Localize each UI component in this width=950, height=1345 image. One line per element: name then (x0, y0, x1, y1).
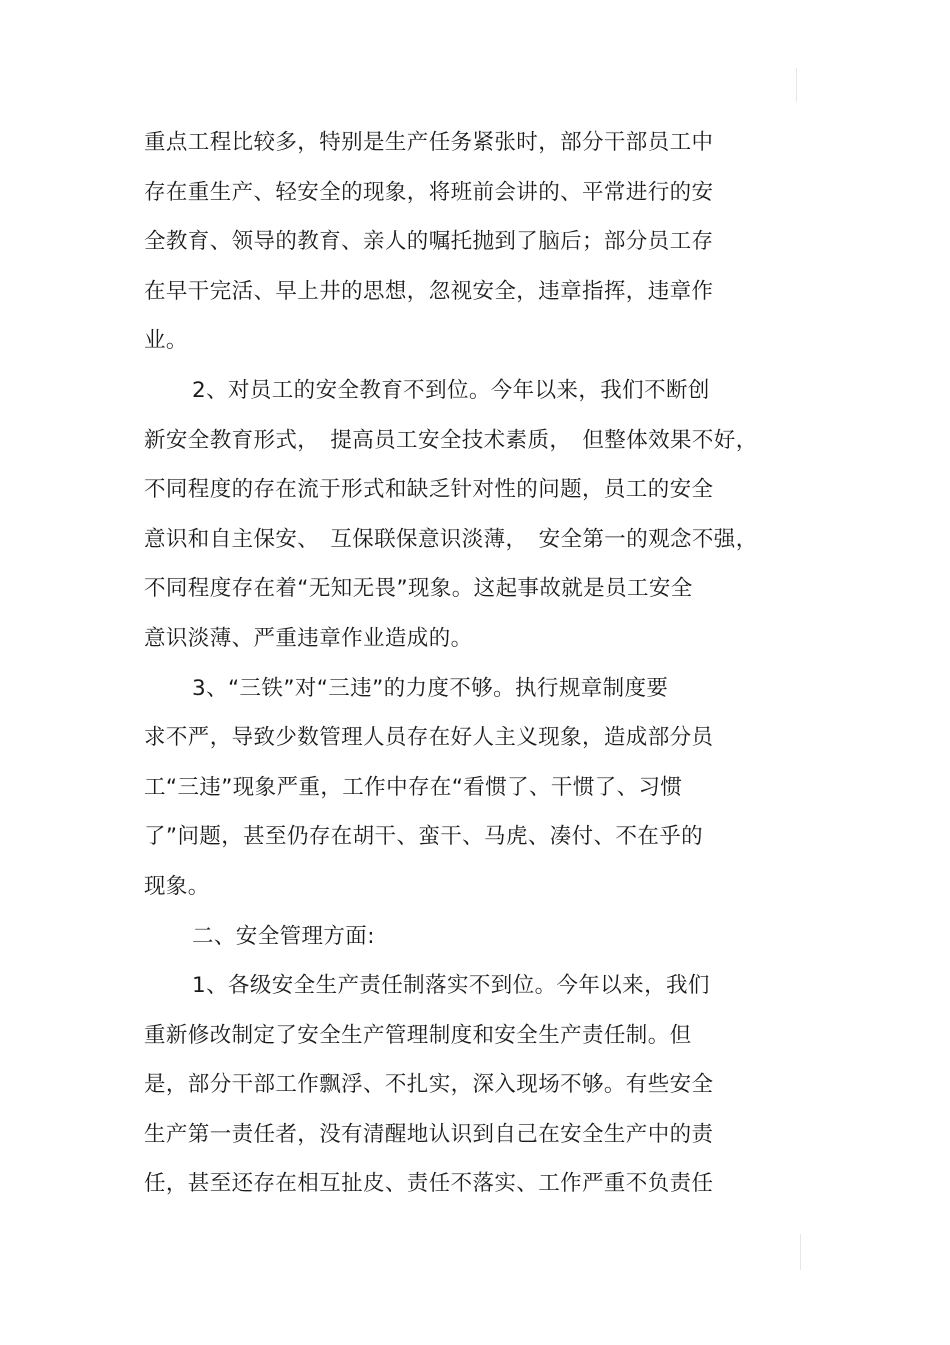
text-line: 意识淡薄、严重违章作业造成的。 (144, 625, 473, 651)
text-line: 在早干完活、早上井的思想，忽视安全，违章指挥，违章作 (144, 278, 714, 304)
body-text (144, 123, 804, 1214)
text-line: 3、“三铁”对“三违”的力度不够。执行规章制度要 (192, 675, 669, 701)
text-line: 求不严，导致少数管理人员存在好人主义现象，造成部分员 (144, 725, 714, 751)
text-line: 1、各级安全生产责任制落实不到位。今年以来，我们 (192, 973, 710, 999)
text-line: 不同程度的存在流于形式和缺乏针对性的问题，员工的安全 (144, 477, 714, 503)
text-line: 是，部分干部工作飘浮、不扎实，深入现场不够。有些安全 (144, 1072, 714, 1098)
section-heading: 二、安全管理方面: (192, 923, 375, 949)
text-line: 工“三违”现象严重，工作中存在“看惯了、干惯了、习惯 (144, 774, 683, 800)
text-line: 2、对员工的安全教育不到位。今年以来，我们不断创 (192, 377, 710, 403)
text-line: 现象。 (144, 873, 210, 899)
text-line: 意识和自主保安、 互保联保意识淡薄， 安全第一的观念不强， (144, 526, 758, 552)
text-line: 任，甚至还存在相互扯皮、责任不落实、工作严重不负责任 (144, 1171, 714, 1197)
page-edge-mark-top (796, 68, 797, 102)
text-line: 不同程度存在着“无知无畏”现象。这起事故就是员工安全 (144, 576, 693, 602)
text-line: 重新修改制定了安全生产管理制度和安全生产责任制。但 (144, 1022, 692, 1048)
text-line: 全教育、领导的教育、亲人的嘱托抛到了脑后；部分员工存 (144, 229, 714, 255)
page-edge-mark-bottom (800, 1234, 801, 1270)
text-line: 存在重生产、轻安全的现象，将班前会讲的、平常进行的安 (144, 179, 714, 205)
text-line: 业。 (144, 328, 188, 354)
text-line: 了”问题，甚至仍存在胡干、蛮干、马虎、凑付、不在乎的 (144, 824, 704, 850)
text-line: 新安全教育形式， 提高员工安全技术素质， 但整体效果不好， (144, 427, 758, 453)
text-line: 生产第一责任者，没有清醒地认识到自己在安全生产中的责 (144, 1121, 714, 1147)
text-line: 重点工程比较多，特别是生产任务紧张时，部分干部员工中 (144, 130, 714, 155)
